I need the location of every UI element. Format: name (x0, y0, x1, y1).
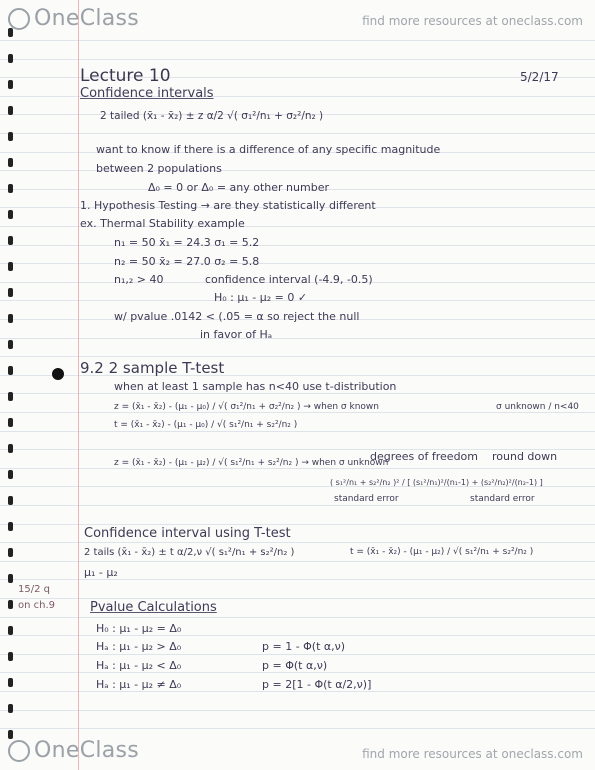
ruled-line (0, 728, 595, 729)
oneclass-logo-icon (8, 8, 30, 30)
binder-hole-icon (8, 730, 13, 739)
header-brand (8, 6, 139, 31)
section-heading: 9.2 2 sample T-test (80, 359, 225, 377)
note-line: H₀ : μ₁ - μ₂ = 0 ✓ (214, 291, 308, 304)
note-line: t = (x̄₁ - x̄₂) - (μ₁ - μ₀) / √( s₁²/n₁ + s₂²/n₂ ) (114, 420, 298, 430)
note-line: σ unknown / n<40 (496, 402, 579, 412)
binder-hole-icon (8, 548, 13, 557)
footer-brand-text: OneClass (34, 738, 140, 763)
ruled-line (0, 579, 595, 580)
header-brand-text: OneClass (34, 6, 140, 31)
ruled-line (0, 524, 595, 525)
ruled-line (0, 170, 595, 171)
binder-hole-icon (8, 392, 13, 401)
margin-line (78, 0, 79, 770)
header-tagline: find more resources at oneclass.com (362, 14, 583, 28)
binder-hole-icon (8, 54, 13, 63)
note-line: Hₐ : μ₁ - μ₂ ≠ Δ₀ (96, 678, 182, 691)
binder-hole-icon (8, 444, 13, 453)
margin-note: on ch.9 (18, 600, 56, 611)
note-line: Δ₀ = 0 or Δ₀ = any other number (148, 181, 329, 194)
binder-hole-icon (8, 132, 13, 141)
ruled-line (0, 356, 595, 357)
note-line: when at least 1 sample has n<40 use t-distribution (114, 380, 397, 393)
binder-hole-icon (8, 366, 13, 375)
note-line: n₁,₂ > 40 (114, 273, 164, 286)
ruled-line (0, 672, 595, 673)
note-line: n₂ = 50 x̄₂ = 27.0 σ₂ = 5.8 (114, 255, 260, 268)
note-line: w/ pvalue .0142 < (.05 = α so reject the null (114, 310, 360, 323)
binder-hole-icon (8, 522, 13, 531)
note-line: Hₐ : μ₁ - μ₂ < Δ₀ (96, 659, 182, 672)
ruled-line (0, 133, 595, 134)
binder-hole-icon (8, 340, 13, 349)
ruled-line (0, 505, 595, 506)
binder-hole-icon (8, 80, 13, 89)
note-line: ex. Thermal Stability example (80, 217, 245, 230)
section-heading: Confidence intervals (80, 86, 214, 101)
section-heading: Pvalue Calculations (90, 600, 217, 615)
note-line: n₁ = 50 x̄₁ = 24.3 σ₁ = 5.2 (114, 236, 260, 249)
ruled-line (0, 542, 595, 543)
ruled-line (0, 393, 595, 394)
note-line: p = 2[1 - Φ(t α/2,ν)] (262, 678, 372, 691)
binder-hole-icon (8, 470, 13, 479)
note-line: between 2 populations (96, 162, 222, 175)
binder-hole-icon (8, 288, 13, 297)
note-line: standard error (470, 494, 535, 504)
ruled-line (0, 617, 595, 618)
ruled-line (0, 635, 595, 636)
note-line: μ₁ - μ₂ (84, 566, 118, 579)
ruled-line (0, 412, 595, 413)
binder-hole-icon (8, 678, 13, 687)
ruled-line (0, 40, 595, 41)
ruled-line (0, 710, 595, 711)
footer-brand (8, 738, 139, 763)
binder-hole-icon (8, 262, 13, 271)
ruled-line (0, 245, 595, 246)
lecture-title: Lecture 10 (80, 66, 171, 86)
note-line: Hₐ : μ₁ - μ₂ > Δ₀ (96, 640, 182, 653)
binder-hole-icon (8, 704, 13, 713)
section-bullet-icon (52, 368, 64, 380)
ruled-line (0, 338, 595, 339)
margin-note: 15/2 q (18, 584, 50, 595)
note-line: ( s₁²/n₁ + s₂²/n₂ )² / [ (s₁²/n₁)²/(n₁-1) + (s₂²/n₂)²/(n₂-1) ] (330, 478, 543, 487)
binder-hole-icon (8, 184, 13, 193)
ruled-line (0, 654, 595, 655)
ruled-line (0, 598, 595, 599)
binder-hole-icon (8, 574, 13, 583)
binder-hole-icon (8, 418, 13, 427)
binder-hole-icon (8, 106, 13, 115)
footer-tagline: find more resources at oneclass.com (362, 747, 583, 761)
binder-hole-icon (8, 158, 13, 167)
note-line: degrees of freedom (370, 450, 478, 463)
note-line: 2 tailed (x̄₁ - x̄₂) ± z α/2 √( σ₁²/n₁ + σ₂²/n₂ ) (100, 110, 324, 122)
note-line: z = (x̄₁ - x̄₂) - (μ₁ - μ₂) / √( s₁²/n₁ + s₂²/n₂ ) → when σ unknown (114, 458, 389, 468)
note-line: H₀ : μ₁ - μ₂ = Δ₀ (96, 622, 182, 635)
note-line: p = Φ(t α,ν) (262, 659, 328, 672)
ruled-line (0, 263, 595, 264)
binder-hole-icon (8, 652, 13, 661)
section-heading: Confidence interval using T-test (84, 526, 291, 541)
binder-hole-icon (8, 28, 13, 37)
ruled-line (0, 468, 595, 469)
note-line: standard error (334, 494, 399, 504)
note-line: want to know if there is a difference of any specific magnitude (96, 143, 441, 156)
binder-hole-icon (8, 236, 13, 245)
lecture-date: 5/2/17 (520, 70, 559, 84)
note-line: round down (492, 450, 558, 463)
binder-hole-icon (8, 600, 13, 609)
note-line: 2 tails (x̄₁ - x̄₂) ± t α/2,ν √( s₁²/n₁ + s₂²/n₂ ) (84, 547, 295, 558)
note-line: z = (x̄₁ - x̄₂) - (μ₁ - μ₀) / √( σ₁²/n₁ + σ₂²/n₂ ) → when σ known (114, 402, 379, 412)
binder-hole-icon (8, 210, 13, 219)
note-line: confidence interval (-4.9, -0.5) (205, 273, 373, 286)
oneclass-logo-icon (8, 740, 30, 762)
binder-hole-icon (8, 626, 13, 635)
note-line: 1. Hypothesis Testing → are they statistically different (80, 199, 376, 212)
ruled-line (0, 561, 595, 562)
binder-hole-icon (8, 496, 13, 505)
ruled-line (0, 431, 595, 432)
ruled-line (0, 691, 595, 692)
note-line: in favor of Hₐ (200, 328, 273, 341)
note-line: t = (x̄₁ - x̄₂) - (μ₁ - μ₂) / √( s₁²/n₁ + s₂²/n₂ ) (350, 547, 534, 557)
binder-hole-icon (8, 314, 13, 323)
ruled-line (0, 59, 595, 60)
note-line: p = 1 - Φ(t α,ν) (262, 640, 346, 653)
